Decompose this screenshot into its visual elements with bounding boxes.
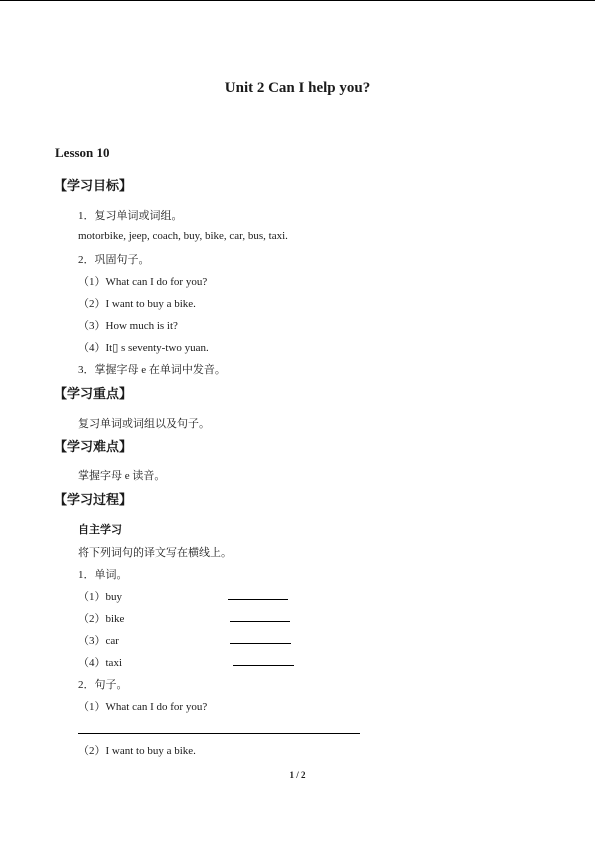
page-title: Unit 2 Can I help you? xyxy=(224,80,371,96)
answer-blank[interactable] xyxy=(228,599,288,600)
section-heading-key-points: 【学习重点】 xyxy=(54,387,133,402)
answer-blank[interactable] xyxy=(233,665,294,666)
sentence-item: （2）I want to buy a bike. xyxy=(78,745,196,757)
sentence-answer-line[interactable] xyxy=(78,733,360,734)
objective-item: （2）I want to buy a bike. xyxy=(78,298,196,310)
word-item: （2）bike xyxy=(78,613,125,625)
answer-blank[interactable] xyxy=(230,643,291,644)
key-points-text: 复习单词或词组以及句子。 xyxy=(78,418,210,430)
top-border-rule xyxy=(0,0,595,1)
objective-item: （1）What can I do for you? xyxy=(78,276,208,288)
section-heading-objectives: 【学习目标】 xyxy=(54,179,133,194)
objective-item: motorbike, jeep, coach, buy, bike, car, bus, taxi. xyxy=(78,230,288,242)
word-item: （4）taxi xyxy=(78,657,122,669)
word-item: （3）car xyxy=(78,635,119,647)
words-label: 1．单词。 xyxy=(78,569,128,581)
page-number: 1 / 2 xyxy=(289,770,306,780)
objective-item: （4）It▯ s seventy-two yuan. xyxy=(78,342,209,354)
section-heading-process: 【学习过程】 xyxy=(54,493,133,508)
self-study-subheading: 自主学习 xyxy=(78,523,122,536)
objective-item: （3）How much is it? xyxy=(78,320,178,332)
objective-item: 1．复习单词或词组。 xyxy=(78,210,183,222)
section-heading-difficulties: 【学习难点】 xyxy=(54,440,133,455)
objective-item: 3．掌握字母 e 在单词中发音。 xyxy=(78,364,226,376)
answer-blank[interactable] xyxy=(230,621,290,622)
sentences-label: 2．句子。 xyxy=(78,679,128,691)
objective-item: 2．巩固句子。 xyxy=(78,254,150,266)
sentence-item: （1）What can I do for you? xyxy=(78,701,208,713)
difficulties-text: 掌握字母 e 读音。 xyxy=(78,470,166,482)
word-item: （1）buy xyxy=(78,591,122,603)
lesson-heading: Lesson 10 xyxy=(55,145,110,160)
process-instruction: 将下列词句的译文写在横线上。 xyxy=(78,547,232,559)
